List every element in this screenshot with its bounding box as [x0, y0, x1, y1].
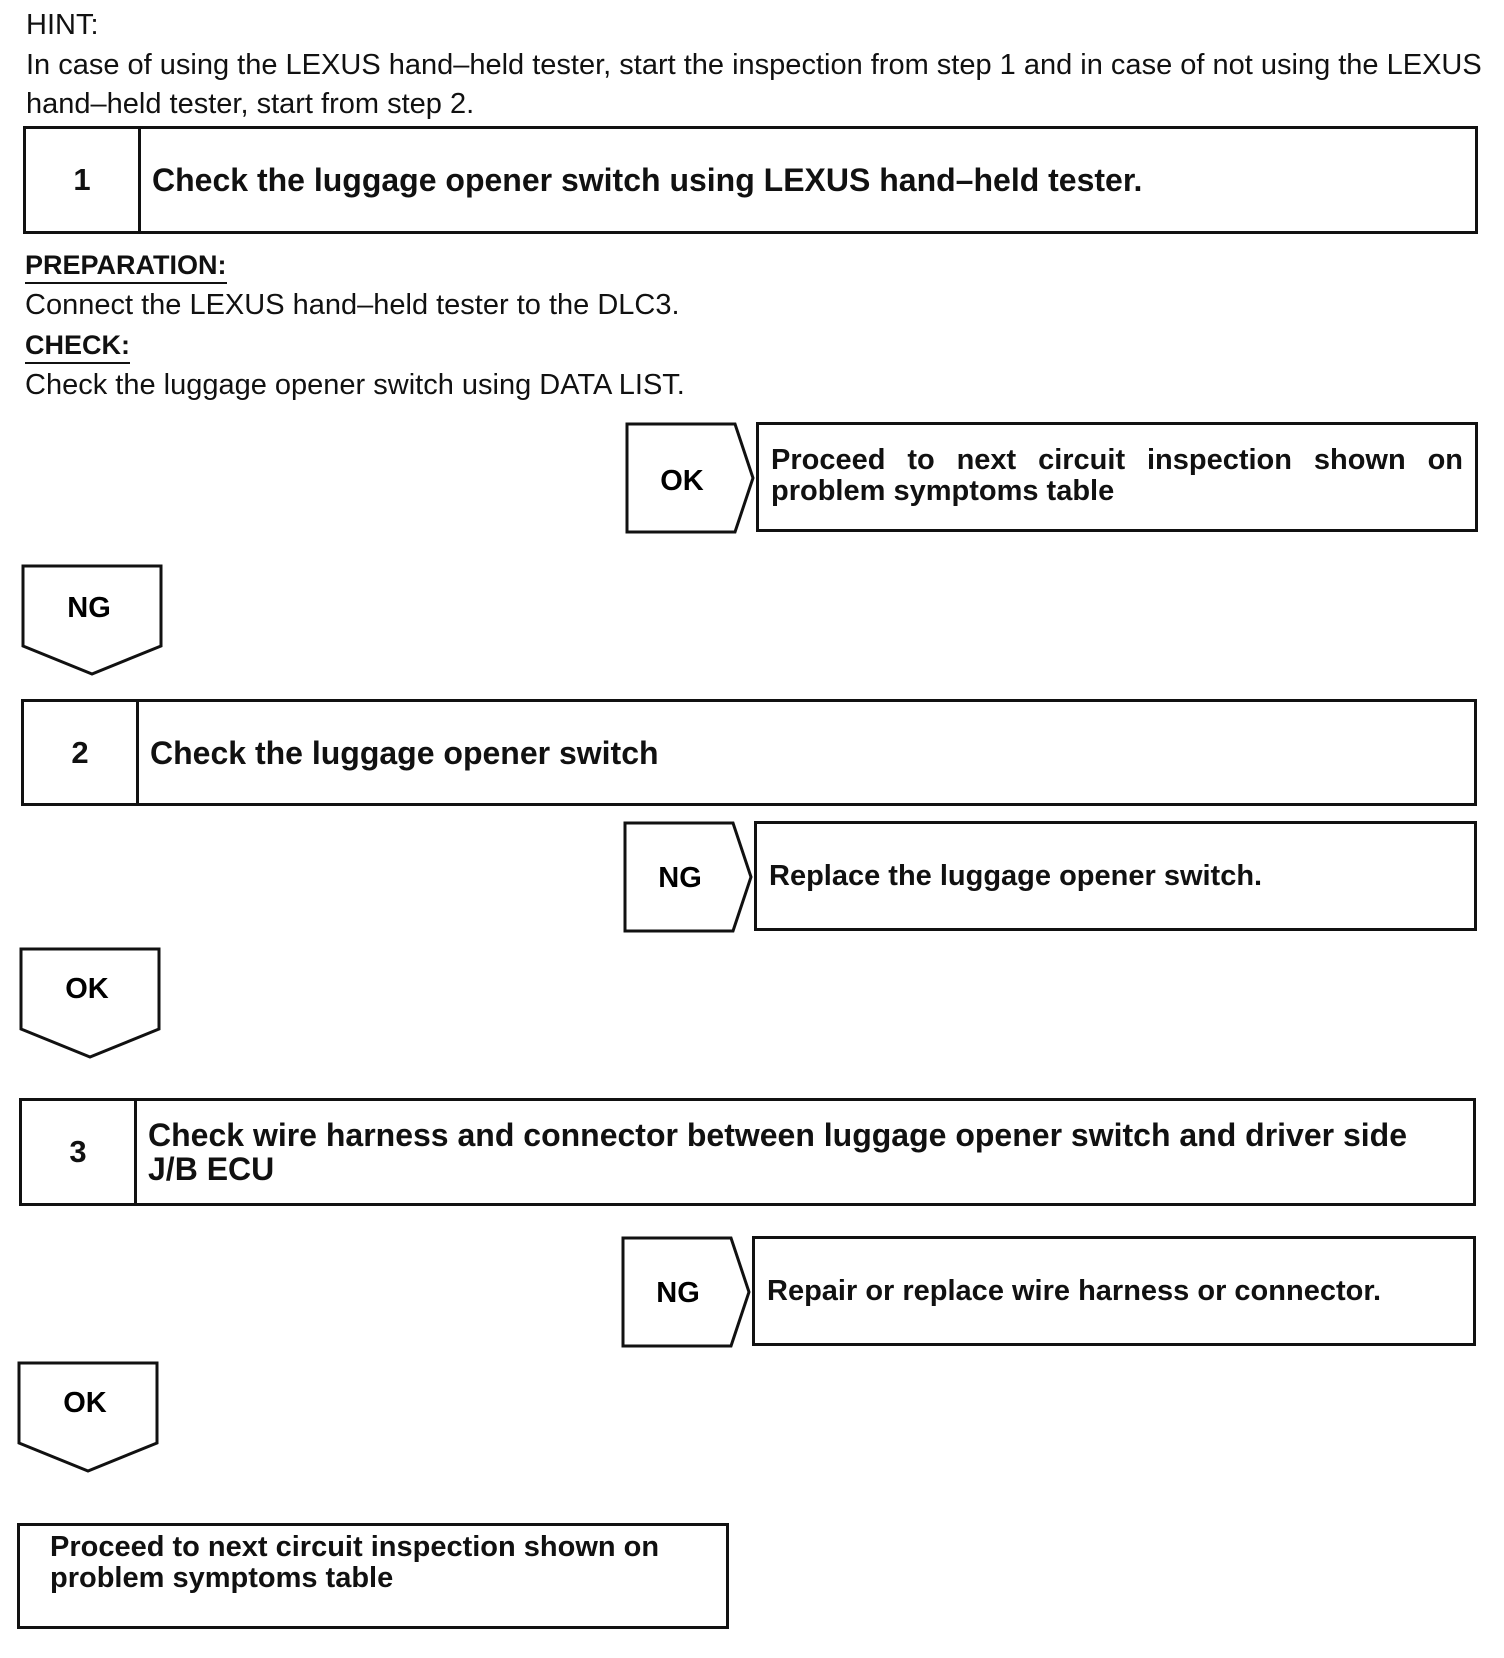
step-1-ng-label: NG — [67, 592, 111, 624]
step-3-ng-label: NG — [656, 1277, 700, 1309]
step-1-number: 1 — [26, 129, 141, 231]
step-3-title: Check wire harness and connector between luggage opener switch and driver side J/B ECU — [148, 1117, 1408, 1187]
step-2-number: 2 — [24, 702, 139, 803]
hint-text: In case of using the LEXUS hand–held tester, start the inspection from step 1 and in case of not using the LEXUS hand–held tester, start from step 2. — [26, 49, 1482, 120]
step-2-ng-action: Replace the luggage opener switch. — [769, 859, 1263, 892]
step-3-box — [19, 1098, 1476, 1206]
step-1-ok-action: Proceed to next circuit inspection shown on problem symptoms table — [771, 444, 1463, 507]
check-label: CHECK: — [25, 328, 130, 364]
step-3-ok-label: OK — [63, 1387, 107, 1419]
check-text: Check the luggage opener switch using DATA LIST. — [25, 369, 685, 401]
hint-label: HINT: — [26, 9, 99, 41]
final-action-box — [17, 1523, 729, 1629]
step-2-ng-arrow — [623, 821, 753, 933]
preparation-text: Connect the LEXUS hand–held tester to the DLC3. — [25, 289, 680, 321]
step-2-ng-label: NG — [658, 862, 702, 894]
preparation-label: PREPARATION: — [25, 248, 227, 284]
step-1-box — [23, 126, 1478, 234]
step-1-ok-label: OK — [660, 465, 704, 497]
step-3-ng-action: Repair or replace wire harness or connector. — [767, 1274, 1382, 1307]
step-3-ng-arrow — [621, 1236, 751, 1348]
step-1-ok-arrow — [625, 422, 755, 534]
step-2-ng-action-box — [754, 821, 1477, 931]
step-3-ok-arrow — [17, 1361, 159, 1473]
step-1-title: Check the luggage opener switch using LEXUS hand–held tester. — [152, 162, 1143, 198]
step-3-number: 3 — [22, 1101, 137, 1203]
final-action: Proceed to next circuit inspection shown on problem symptoms table — [50, 1531, 660, 1594]
step-2-ok-arrow — [19, 947, 161, 1059]
step-2-ok-label: OK — [65, 973, 109, 1005]
step-3-ng-action-box — [752, 1236, 1476, 1346]
step-1-ok-action-box — [756, 422, 1478, 532]
step-2-title: Check the luggage opener switch — [150, 734, 659, 771]
step-1-ng-arrow — [21, 564, 163, 676]
step-2-box — [21, 699, 1477, 806]
